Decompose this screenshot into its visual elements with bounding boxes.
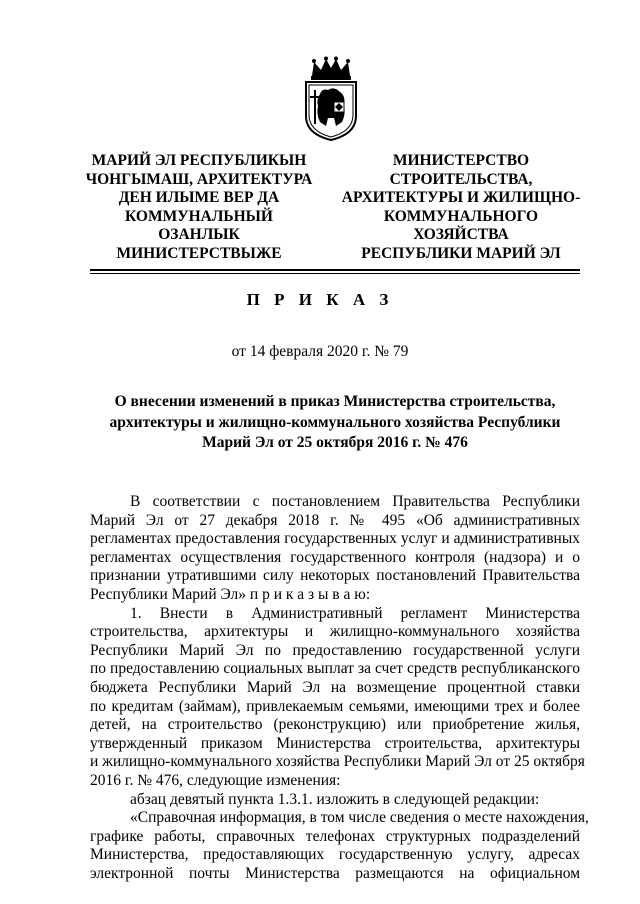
document-date: от 14 февраля 2020 г. № 79	[231, 343, 409, 360]
letterhead-line: АРХИТЕКТУРЫ И ЖИЛИЩНО-	[341, 189, 581, 207]
document-body	[90, 493, 589, 883]
body-line: регламентах осуществления государственного контроля (надзора) и о	[90, 548, 580, 566]
body-line: Министерства, предоставляющих государственную услугу, адресах	[90, 846, 580, 864]
subject-line: Марий Эл от 25 октября 2016 г. № 476	[202, 434, 468, 451]
letterhead-line: РЕСПУБЛИКИ МАРИЙ ЭЛ	[361, 244, 561, 262]
coat-of-arms-icon	[300, 56, 362, 142]
body-line: и жилищно-коммунального хозяйства Республики Марий Эл от 25 октября	[90, 753, 585, 771]
subject-line: архитектуры и жилищно-коммунального хозяйства Республики	[109, 413, 561, 431]
body-line: детей, на строительство (реконструкцию) или приобретение жилья,	[90, 716, 580, 734]
body-line: В соответствии с постановлением Правительства Республики	[130, 493, 580, 510]
letterhead-line: МАРИЙ ЭЛ РЕСПУБЛИКЫН	[91, 152, 307, 169]
body-line: Республики Марий Эл» п р и к а з ы в а ю:	[90, 585, 371, 603]
header-divider-thick	[90, 269, 580, 271]
body-line: утвержденный приказом Министерства строительства, архитектуры	[90, 734, 580, 752]
body-line: строительства, архитектуры и жилищно-коммунального хозяйства	[90, 623, 580, 641]
body-line: регламентах предоставления государственных услуг и административных	[90, 530, 580, 548]
document-title: П Р И К А З	[246, 290, 394, 309]
letterhead	[0, 152, 640, 262]
letterhead-russian	[330, 152, 592, 264]
letterhead-line: КОММУНАЛЬНЫЙ	[125, 207, 273, 225]
letterhead-mari	[70, 152, 328, 264]
letterhead-line: КОММУНАЛЬНОГО	[383, 207, 539, 225]
letterhead-line: ОЗАНЛЫК	[158, 226, 240, 244]
body-line: «Справочная информация, в том числе сведения о месте нахождения,	[130, 809, 589, 827]
subject-line: О внесении изменений в приказ Министерства строительства,	[114, 393, 556, 410]
body-line: по предоставлению социальных выплат за счет средств республиканского	[90, 660, 580, 678]
body-line: Республики Марий Эл по предоставлению государственной услуги	[90, 641, 580, 659]
body-line: бюджета Республики Марий Эл на возмещение процентной ставки	[90, 678, 580, 696]
body-line: графике работы, справочных телефонах структурных подразделений	[90, 827, 580, 845]
body-line: 2016 г. № 476, следующие изменения:	[90, 771, 341, 789]
letterhead-line: СТРОИТЕЛЬСТВА,	[389, 170, 533, 188]
body-line: признании утратившими силу некоторых постановлений Правительства	[90, 567, 580, 585]
letterhead-line: ЧОНГЫМАШ, АРХИТЕКТУРА	[85, 170, 313, 188]
letterhead-line: ХОЗЯЙСТВА	[413, 226, 509, 244]
header-divider-thin	[90, 273, 580, 274]
body-line: абзац девятый пункта 1.3.1. изложить в следующей редакции:	[130, 790, 540, 808]
body-line: по кредитам (займам), привлекаемым семьями, имеющими трех и более	[90, 697, 580, 715]
body-line: 1. Внести в Административный регламент Министерства	[130, 604, 580, 622]
letterhead-line: МИНИСТЕРСТВЫЖЕ	[116, 244, 282, 262]
body-line: Марий Эл от 27 декабря 2018 г. № 495 «Об административных	[90, 511, 580, 529]
document-subject	[90, 392, 580, 454]
body-line: электронной почты Министерства размещаются на официальном	[90, 864, 580, 882]
letterhead-line: ДЕН ИЛЫМЕ ВЕР ДА	[118, 189, 280, 207]
letterhead-line: МИНИСТЕРСТВО	[392, 152, 530, 169]
